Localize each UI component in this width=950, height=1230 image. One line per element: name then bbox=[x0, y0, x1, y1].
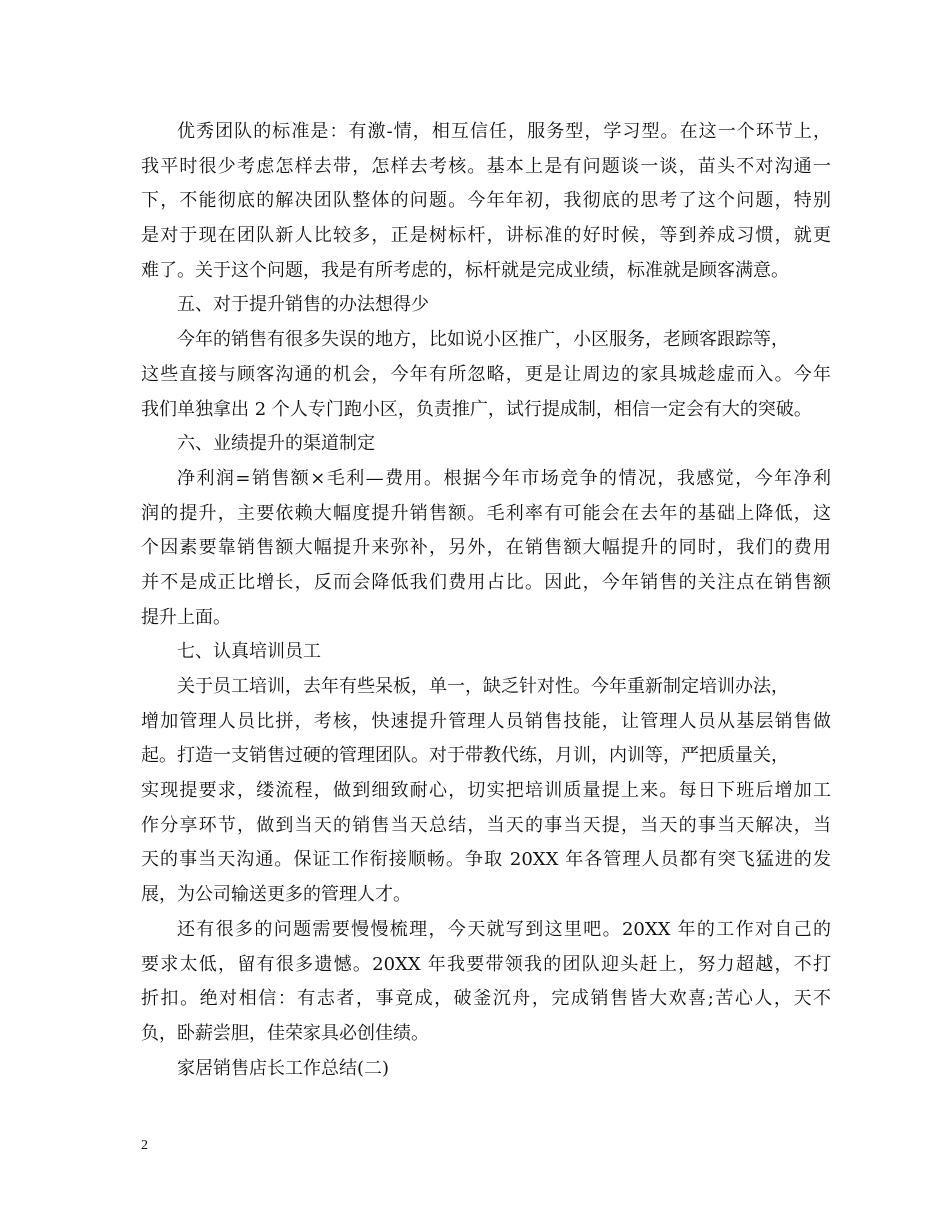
text-line: 起。打造一支销售过硬的管理团队。对于带教代练，月训，内训等，严把质量关， bbox=[141, 745, 789, 767]
text-line: 展，为公司输送更多的管理人才。 bbox=[141, 884, 411, 906]
text-line: 今年的销售有很多失误的地方，比如说小区推广，小区服务，老顾客跟踪等， bbox=[177, 329, 789, 351]
text-line: 润的提升，主要依赖大幅度提升销售额。毛利率有可能会在去年的基础上降低，这 bbox=[141, 502, 831, 524]
text-line: 天的事当天沟通。保证工作衔接顺畅。争取 20XX 年各管理人员都有突飞猛进的发 bbox=[141, 849, 831, 871]
section-heading: 五、对于提升销售的办法想得少 bbox=[177, 294, 429, 316]
text-line: 个因素要靠销售额大幅提升来弥补，另外，在销售额大幅提升的同时，我们的费用 bbox=[141, 537, 831, 559]
text-line: 这些直接与顾客沟通的机会，今年有所忽略，更是让周边的家具城趁虚而入。今年 bbox=[141, 363, 831, 385]
text-line: 关于员工培训，去年有些呆板，单一，缺乏针对性。今年重新制定培训办法， bbox=[177, 676, 789, 697]
text-line: 优秀团队的标准是：有激-情，相互信任，服务型，学习型。在这一个环节上， bbox=[177, 121, 831, 142]
text-line: 净利润=销售额×毛利—费用。根据今年市场竞争的情况，我感觉，今年净利 bbox=[177, 467, 831, 489]
document-title: 家居销售店长工作总结(二) bbox=[177, 1057, 390, 1079]
text-line: 并不是成正比增长，反而会降低我们费用占比。因此，今年销售的关注点在销售额 bbox=[141, 571, 831, 593]
text-line: 作分享环节，做到当天的销售当天总结，当天的事当天提，当天的事当天解决，当 bbox=[141, 814, 831, 836]
text-line: 还有很多的问题需要慢慢梳理，今天就写到这里吧。20XX 年的工作对自己的 bbox=[177, 918, 831, 940]
text-line: 要求太低，留有很多遗憾。20XX 年我要带领我的团队迎头赶上，努力超越，不打 bbox=[141, 953, 831, 975]
text-line: 下，不能彻底的解决团队整体的问题。今年年初，我彻底的思考了这个问题，特别 bbox=[141, 190, 831, 212]
text-line: 增加管理人员比拼，考核，快速提升管理人员销售技能，让管理人员从基层销售做 bbox=[141, 710, 831, 732]
page-number: 2 bbox=[141, 1138, 148, 1153]
text-line: 是对于现在团队新人比较多，正是树标杆，讲标准的好时候，等到养成习惯，就更 bbox=[141, 225, 831, 247]
document-body bbox=[141, 115, 831, 1086]
text-line: 负，卧薪尝胆，佳荣家具必创佳绩。 bbox=[141, 1022, 429, 1044]
text-line: 提升上面。 bbox=[141, 606, 231, 628]
text-line: 实现提要求，缕流程，做到细致耐心，切实把培训质量提上来。每日下班后增加工 bbox=[141, 780, 831, 802]
text-line: 难了。关于这个问题，我是有所考虑的，标杆就是完成业绩，标准就是顾客满意。 bbox=[141, 259, 789, 281]
section-heading: 七、认真培训员工 bbox=[177, 641, 321, 663]
section-heading: 六、业绩提升的渠道制定 bbox=[177, 433, 375, 455]
text-line: 我平时很少考虑怎样去带，怎样去考核。基本上是有问题谈一谈，苗头不对沟通一 bbox=[141, 155, 831, 177]
text-line: 折扣。绝对相信：有志者，事竟成，破釜沉舟，完成销售皆大欢喜;苦心人，天不 bbox=[141, 988, 831, 1010]
text-line: 我们单独拿出 2 个人专门跑小区，负责推广，试行提成制，相信一定会有大的突破。 bbox=[141, 398, 812, 420]
